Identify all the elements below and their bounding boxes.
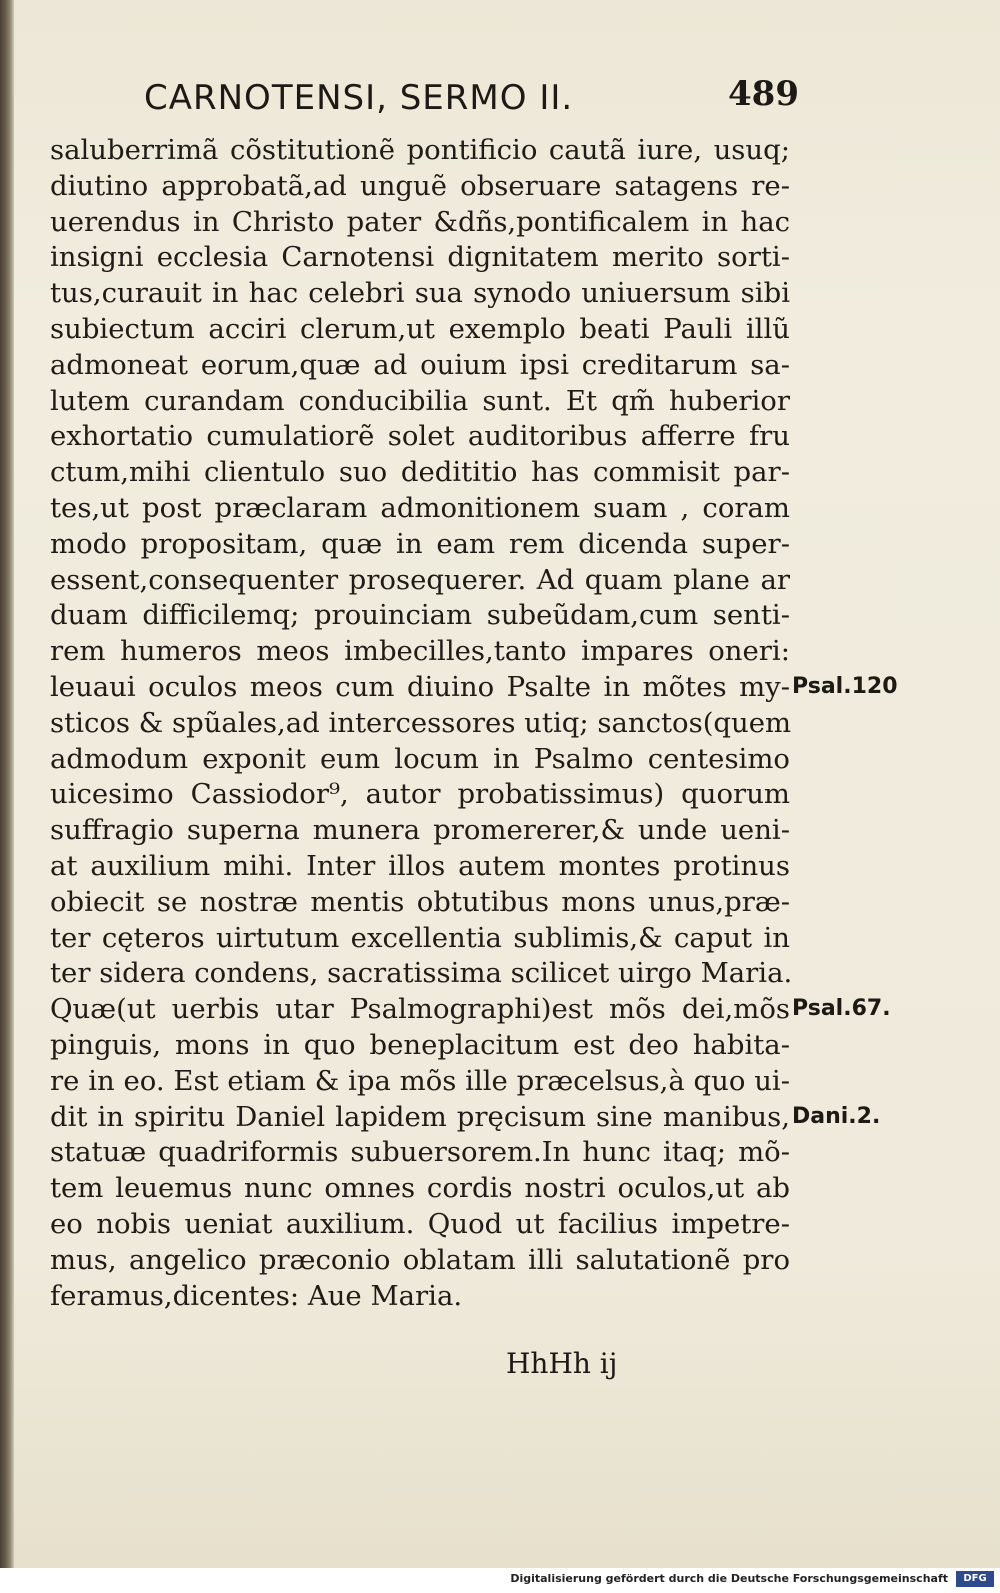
text-line: suffragio superna munera promererer,& unde ueni-	[50, 814, 790, 847]
body-text	[50, 133, 793, 1314]
margin-note: Psal.120	[792, 674, 898, 699]
text-line: ctum,mihi clientulo suo dedititio has commisit par-	[50, 456, 790, 489]
text-line: ter sidera condens, sacratissima scilicet uirgo Maria.	[50, 957, 793, 990]
digitization-credit: Digitalisierung gefördert durch die Deutsche Forschungsgemeinschaft	[510, 1572, 948, 1585]
text-line: tem leuemus nunc omnes cordis nostri oculos,ut ab	[50, 1172, 790, 1205]
text-line: statuæ quadriformis subuersorem.In hunc itaq; mõ-	[50, 1136, 790, 1169]
text-line: mus, angelico præconio oblatam illi salutationẽ pro	[50, 1243, 790, 1276]
text-line: tes,ut post præclaram admonitionem suam , coram	[50, 491, 790, 524]
text-line: uicesimo Cassiodor⁹, autor probatissimus) quorum	[50, 778, 790, 811]
dfg-logo: DFG	[956, 1571, 994, 1587]
text-line: essent,consequenter prosequerer. Ad quam plane ar	[50, 563, 790, 596]
text-line: admoneat eorum,quæ ad ouium ipsi creditarum sa-	[50, 348, 790, 381]
text-line: re in eo. Est etiam & ipa mõs ille præcelsus,à quo ui-	[50, 1064, 790, 1097]
margin-note: Dani.2.	[792, 1103, 881, 1129]
running-title: CARNOTENSI, SERMO II.	[144, 78, 574, 118]
text-line: admodum exponit eum locum in Psalmo centesimo	[50, 742, 790, 775]
text-line: saluberrimã cõstitutionẽ pontificio cautã iure, usuq;	[50, 134, 790, 166]
text-line: Quæ(ut uerbis utar Psalmographi)est mõs dei,mõs	[50, 993, 790, 1026]
text-line: diutino approbatã,ad unguẽ obseruare satagens re-	[50, 169, 790, 202]
text-line: lutem curandam conducibilia sunt. Et qm̃ huberior	[50, 384, 790, 417]
text-line: at auxilium mihi. Inter illos autem montes protinus	[50, 849, 790, 882]
text-line: exhortatio cumulatiorẽ solet auditoribus afferre fru	[50, 420, 790, 453]
text-line: leuaui oculos meos cum diuino Psalte in mõtes my-	[50, 670, 790, 703]
text-line: uerendus in Christo pater &dñs,pontificalem in hac	[50, 205, 790, 238]
text-line: ter cęteros uirtutum excellentia sublimis,& caput in	[50, 921, 790, 954]
page-number: 489	[728, 74, 799, 114]
text-line: dit in spiritu Daniel lapidem pręcisum sine manibus,	[50, 1100, 790, 1133]
text-line: insigni ecclesia Carnotensi dignitatem merito sorti-	[50, 241, 790, 274]
text-line: obiecit se nostræ mentis obtutibus mons unus,præ-	[50, 885, 790, 918]
margin-note: Psal.67.	[792, 996, 891, 1022]
footer	[0, 1568, 1000, 1593]
text-line: subiectum acciri clerum,ut exemplo beati Pauli illũ	[50, 312, 790, 345]
text-line: sticos & spũales,ad intercessores utiq; sanctos(quem	[50, 706, 792, 739]
text-line: modo propositam, quæ in eam rem dicenda super-	[50, 527, 790, 560]
book-page	[14, 0, 1000, 1568]
text-line: eo nobis ueniat auxilium. Quod ut facilius impetre-	[50, 1207, 790, 1240]
text-line: duam difficilemq; prouinciam subeũdam,cum senti-	[50, 599, 790, 632]
text-line: pinguis, mons in quo beneplacitum est deo habita-	[50, 1028, 790, 1061]
text-line: feramus,dicentes: Aue Maria.	[50, 1279, 463, 1312]
signature-mark: HhHh ij	[506, 1347, 618, 1380]
text-line: rem humeros meos imbecilles,tanto impares oneri:	[50, 635, 790, 668]
text-line: tus,curauit in hac celebri sua synodo uniuersum sibi	[50, 277, 790, 310]
